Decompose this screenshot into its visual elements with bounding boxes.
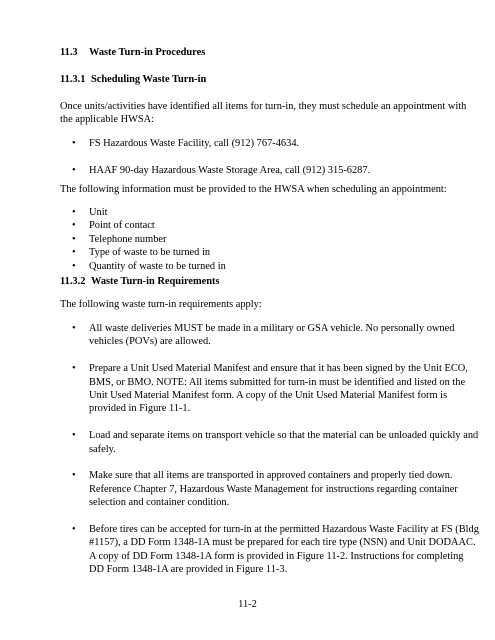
requirement-item: • Prepare a Unit Used Material Manifest and ensure that it has been signed by the Unit ECO, BMS, or BMO. NOTE: All items submitted for turn-in must be identified and listed on the Unit Used Material Manifest form. A copy of the Unit Used Material Manifest form is provided in Figure 11-1. xyxy=(60,362,480,416)
subsection-heading-requirements xyxy=(60,275,480,288)
info-list xyxy=(60,206,480,273)
info-item: • Quantity of waste to be turned in xyxy=(60,260,480,273)
contact-item: • HAAF 90-day Hazardous Waste Storage Area, call (912) 315-6287. xyxy=(60,164,480,177)
section-title: Waste Turn-in Procedures xyxy=(89,47,206,58)
info-intro-paragraph: The following information must be provided to the HWSA when scheduling an appointment: xyxy=(60,184,447,195)
requirement-item: • All waste deliveries MUST be made in a military or GSA vehicle. No personally owned vehicles (POVs) are allowed. xyxy=(60,322,480,349)
info-item: • Telephone number xyxy=(60,233,480,246)
info-item: • Point of contact xyxy=(60,219,480,232)
requirement-item: • Make sure that all items are transported in approved containers and properly tied down. Reference Chapter 7, Hazardous Waste Management for instructions regarding container selection and container condition. xyxy=(60,469,480,509)
subsection-title: Waste Turn-in Requirements xyxy=(91,276,220,287)
info-item: • Unit xyxy=(60,206,480,219)
requirements-list xyxy=(60,322,480,590)
subsection-title: Scheduling Waste Turn-in xyxy=(91,74,207,85)
requirement-item: • Before tires can be accepted for turn-in at the permitted Hazardous Waste Facility at FS (Bldg #1157), a DD Form 1348-1A must be prepared for each tire type (NSN) and Unit DODAAC. A copy of DD Form 1348-1A form is provided in Figure 11-2. Instructions for completing DD Form 1348-1A are provided in Figure 11-3. xyxy=(60,523,480,577)
section-number: 11.3 xyxy=(60,47,78,58)
subsection-number: 11.3.1 xyxy=(60,74,86,85)
subsection-number: 11.3.2 xyxy=(60,276,86,287)
contact-item: • FS Hazardous Waste Facility, call (912) 767-4634. xyxy=(60,137,480,150)
page-number: 11-2 xyxy=(238,599,257,610)
info-item: • Type of waste to be turned in xyxy=(60,246,480,259)
section-heading xyxy=(60,46,480,59)
intro-paragraph: Once units/activities have identified all items for turn-in, they must schedule an appointment with the applicable HWSA: xyxy=(60,101,467,126)
subsection-heading-scheduling xyxy=(60,73,480,86)
requirements-intro-paragraph: The following waste turn-in requirements apply: xyxy=(60,299,262,310)
requirement-item: • Load and separate items on transport vehicle so that the material can be unloaded quickly and safely. xyxy=(60,429,480,456)
